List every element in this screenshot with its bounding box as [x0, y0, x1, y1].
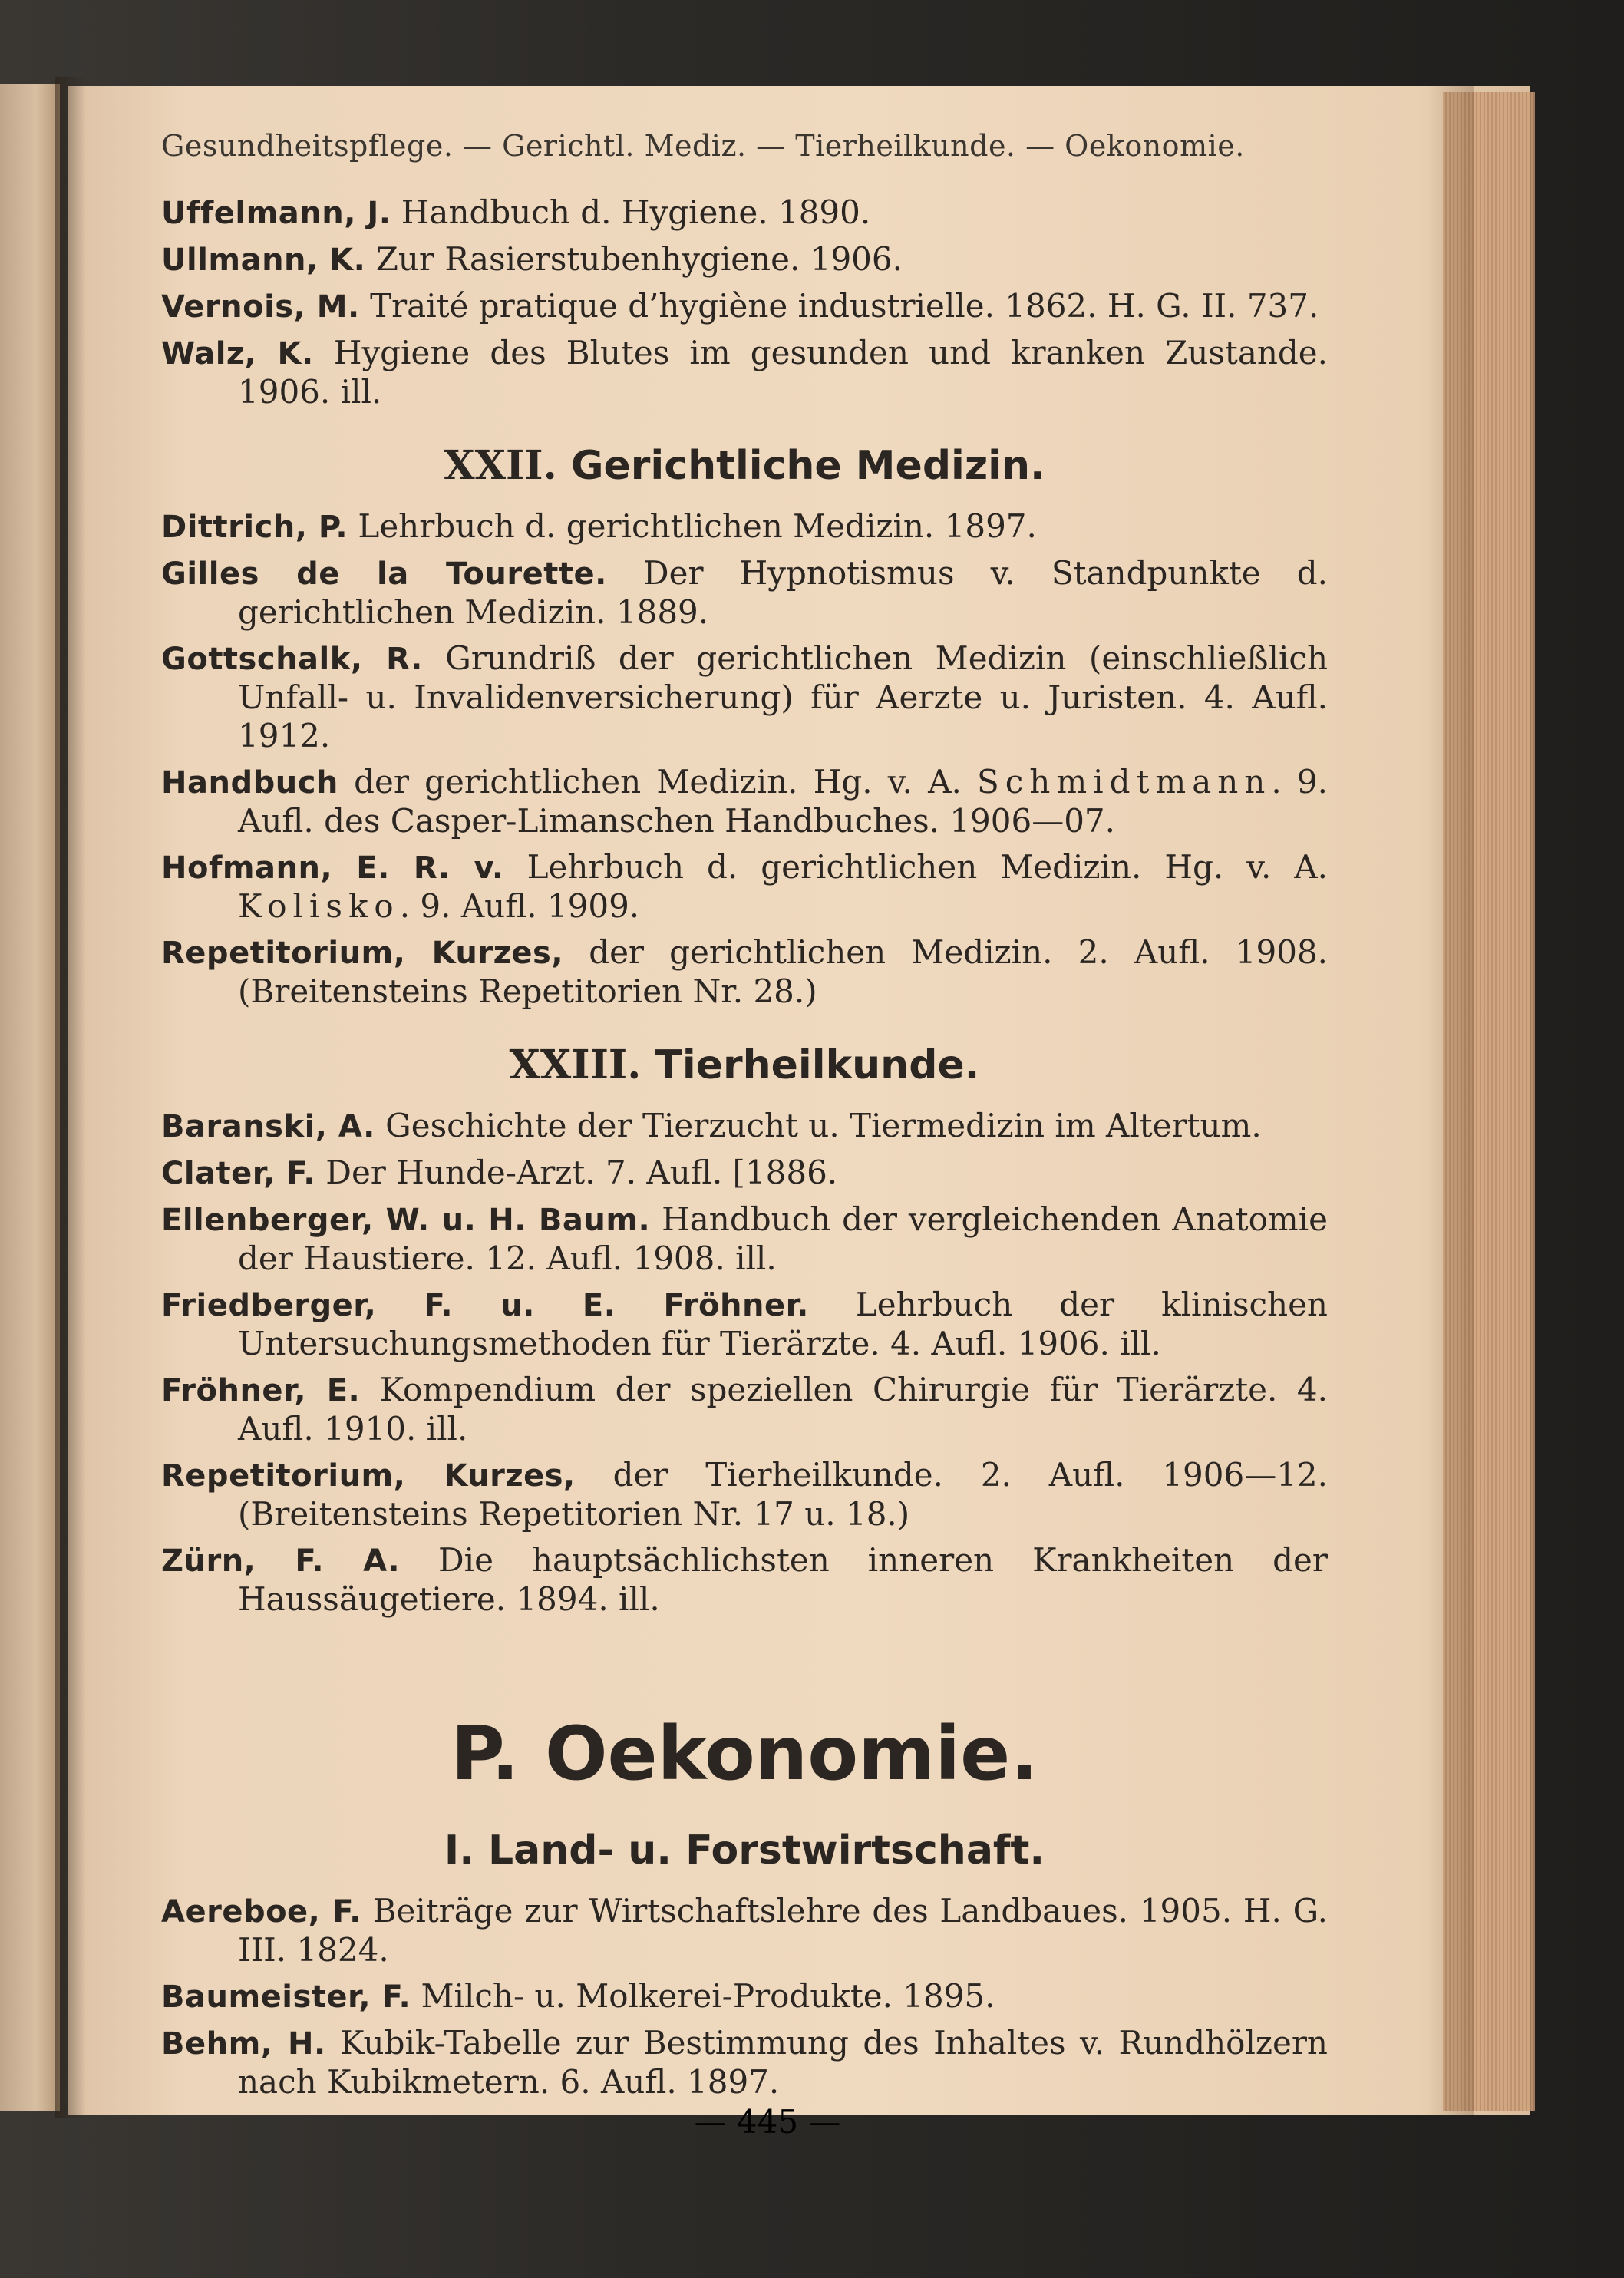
entry-author: Dittrich, P. — [161, 510, 348, 545]
entry-text: Traité pratique d’hygiène industrielle. 1862. H. G. II. 737. — [359, 287, 1319, 325]
bib-entry — [161, 1286, 1328, 1363]
entry-author: Gottschalk, R. — [161, 642, 423, 677]
bib-entry — [161, 554, 1328, 632]
entry-author: Baumeister, F. — [161, 1979, 411, 2015]
entry-text: Zur Rasierstubenhygiene. 1906. — [365, 240, 903, 278]
entry-text: Handbuch der vergleichenden Anatomie der Haustiere. 12. Aufl. 1908. ill. — [238, 1200, 1328, 1277]
entry-text: Lehrbuch d. gerichtlichen Medizin. Hg. v. A. — [503, 848, 1328, 886]
entry-text: Der Hypnotismus v. Standpunkte d. gerichtlichen Medizin. 1889. — [238, 554, 1329, 631]
entry-text: Kompendium der speziellen Chirurgie für Tierärzte. 4. Aufl. 1910. ill. — [238, 1371, 1328, 1448]
entry-author: Repetitorium, Kurzes, — [161, 936, 564, 971]
entry-text: der Tierheilkunde. 2. Aufl. 1906—12. (Breitensteins Repetitorien Nr. 17 u. 18.) — [238, 1456, 1328, 1533]
entry-author: Baranski, A. — [161, 1109, 375, 1144]
entry-author: Clater, F. — [161, 1156, 315, 1191]
entry-author: Uffelmann, J. — [161, 196, 391, 231]
section-heading-i: I. Land- u. Forstwirtschaft. — [444, 1827, 1045, 1874]
entry-text: Der Hunde-Arzt. 7. Aufl. [1886. — [315, 1154, 838, 1191]
section-heading-xxiii: XXIII. Tierheilkunde. — [509, 1042, 980, 1088]
entry-author: Handbuch — [161, 765, 338, 801]
bib-entry — [161, 1107, 1328, 1146]
bib-entry — [161, 287, 1328, 326]
entry-author: Walz, K. — [161, 336, 314, 371]
page-content — [161, 129, 1328, 2109]
entry-text: Handbuch d. Hygiene. 1890. — [391, 193, 871, 231]
entry-text: Beiträge zur Wirtschaftslehre des Landbaues. 1905. H. G. III. 1824. — [238, 1892, 1328, 1969]
entry-text: Lehrbuch der klinischen Untersuchungsmethoden für Tierärzte. 4. Aufl. 1906. ill. — [238, 1286, 1328, 1362]
bib-entry — [161, 193, 1328, 233]
entry-text: Die hauptsächlichsten inneren Krankheiten der Haussäugetiere. 1894. ill. — [238, 1541, 1328, 1618]
entry-author: Zürn, F. A. — [161, 1543, 401, 1579]
entry-text: der gerichtlichen Medizin. Hg. v. A. — [338, 763, 977, 801]
entry-author: Vernois, M. — [161, 289, 360, 325]
entry-author: Aereboe, F. — [161, 1894, 361, 1930]
entry-author: Friedberger, F. u. E. Fröhner. — [161, 1288, 809, 1323]
bib-entry — [161, 1977, 1328, 2016]
bib-entry — [161, 933, 1328, 1011]
editor-name: Kolisko — [238, 887, 400, 925]
part-heading: P. Oekonomie. — [451, 1711, 1038, 1797]
entry-text: Kubik-Tabelle zur Bestimmung des Inhaltes v. Rundhölzern nach Kubikmetern. 6. Aufl. 1897. — [238, 2024, 1328, 2101]
entry-author: Ullmann, K. — [161, 243, 366, 278]
bib-entry — [161, 848, 1328, 926]
entry-text: Milch- u. Molkerei-Produkte. 1895. — [411, 1977, 995, 2015]
bib-entry — [161, 1456, 1328, 1534]
entry-author: Gilles de la Tourette. — [161, 556, 607, 592]
bib-entry — [161, 1371, 1328, 1448]
entry-author: Repetitorium, Kurzes, — [161, 1458, 576, 1494]
entry-text: . 9. Aufl. 1909. — [399, 887, 640, 925]
bib-entry — [161, 639, 1328, 755]
section-heading-xxii: XXII. Gerichtliche Medizin. — [444, 442, 1045, 489]
page-number: — 445 — — [694, 2103, 841, 2141]
entry-author: Ellenberger, W. u. H. Baum. — [161, 1203, 651, 1238]
entry-author: Hofmann, E. R. v. — [161, 850, 504, 886]
bib-entry — [161, 1154, 1328, 1193]
entry-text: Lehrbuch d. gerichtlichen Medizin. 1897. — [348, 507, 1037, 545]
bib-entry — [161, 334, 1328, 411]
running-head: Gesundheitspflege. — Gerichtl. Mediz. — Tierheilkunde. — Oekonomie. — [161, 129, 1245, 163]
entry-text: Geschichte der Tierzucht u. Tiermedizin im Altertum. — [375, 1107, 1262, 1144]
bib-entry — [161, 2024, 1328, 2101]
editor-name: Schmidtmann — [977, 763, 1272, 801]
left-page-edge — [0, 84, 60, 2111]
entry-text: . 9. Aufl. des Casper-Limanschen Handbuches. 1906—07. — [238, 763, 1328, 840]
bib-entry — [161, 1892, 1328, 1969]
bib-entry — [161, 507, 1328, 546]
entry-author: Fröhner, E. — [161, 1373, 361, 1408]
bib-entry — [161, 1541, 1328, 1619]
entry-text: der gerichtlichen Medizin. 2. Aufl. 1908. (Breitensteins Repetitorien Nr. 28.) — [238, 933, 1328, 1010]
entry-text: Grundriß der gerichtlichen Medizin (einschließlich Unfall- u. Invalidenversicherung) für Aerzte u. Juristen. 4. Aufl. 1912. — [238, 639, 1328, 754]
bib-entry — [161, 763, 1328, 840]
entry-text: Hygiene des Blutes im gesunden und kranken Zustande. 1906. ill. — [238, 334, 1328, 411]
entry-author: Behm, H. — [161, 2026, 326, 2062]
bib-entry — [161, 240, 1328, 279]
bib-entry — [161, 1200, 1328, 1278]
